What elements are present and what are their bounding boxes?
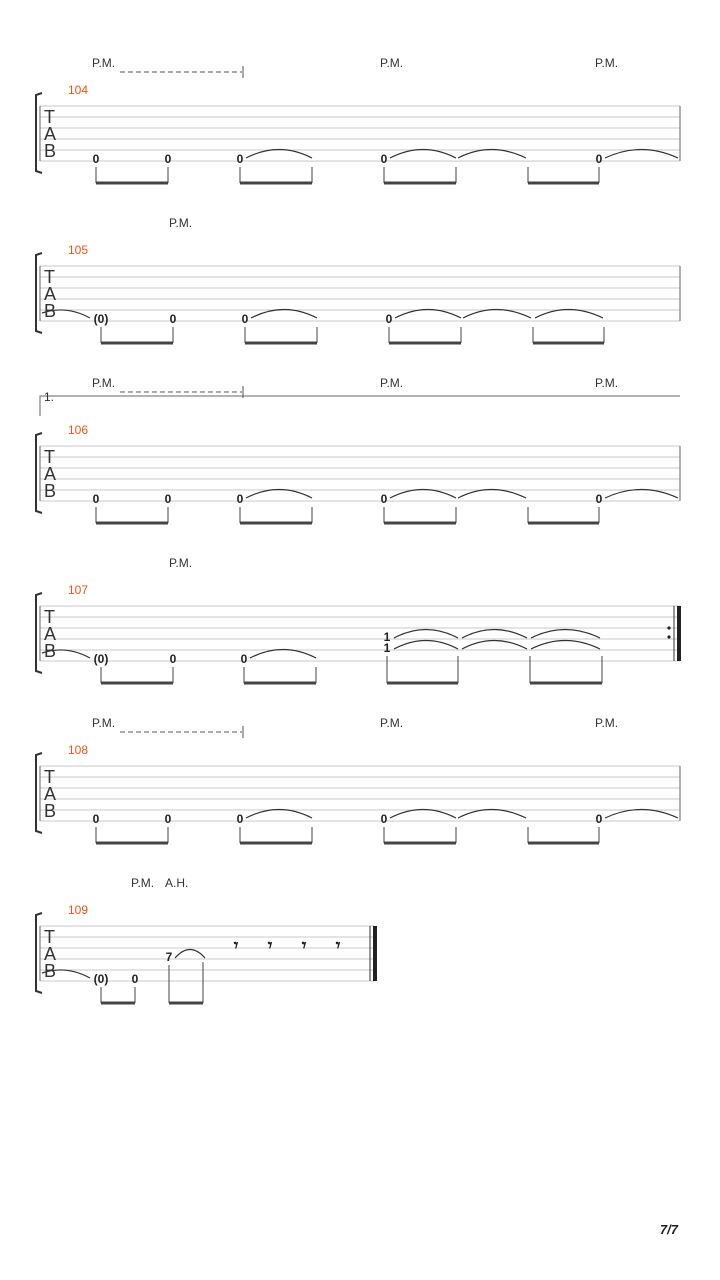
system-108 — [36, 716, 680, 843]
fret-number: 0 — [380, 152, 388, 166]
eighth-rest: 𝄾 — [301, 936, 307, 955]
fret-number: (0) — [93, 652, 109, 666]
tab-clef-a: A — [44, 464, 57, 484]
fret-number: 1 — [383, 630, 391, 644]
final-barline-thick — [373, 926, 377, 981]
fret-number: 0 — [236, 812, 244, 826]
fret-number: 0 — [164, 492, 172, 506]
tie-arcs — [246, 150, 678, 159]
system-106 — [36, 376, 680, 523]
fret-number: 0 — [595, 152, 603, 166]
fret-number: 0 — [240, 652, 248, 666]
fret-number: 0 — [92, 492, 100, 506]
repeat-dot — [667, 626, 670, 629]
palm-mute-annotation: P.M. — [595, 376, 619, 390]
palm-mute-annotation: P.M. — [380, 716, 404, 730]
tab-clef-a: A — [44, 624, 57, 644]
measure-number: 109 — [68, 903, 89, 917]
beams — [101, 962, 203, 1003]
staff-lines — [40, 606, 680, 661]
system-109 — [36, 876, 377, 1003]
repeat-barline-thick — [677, 606, 681, 661]
system-105 — [36, 216, 680, 343]
tab-clef-b: B — [44, 801, 57, 821]
eighth-rest: 𝄾 — [267, 936, 273, 955]
fret-number: 0 — [236, 152, 244, 166]
volta-bracket — [40, 396, 680, 416]
beams — [96, 827, 599, 843]
staff-lines — [40, 266, 680, 321]
tab-clef-b: B — [44, 141, 57, 161]
fret-number: 0 — [380, 812, 388, 826]
tab-clef-t: T — [44, 447, 55, 467]
tie-arcs — [42, 630, 600, 659]
tab-clef-b: B — [44, 641, 57, 661]
palm-mute-annotation: P.M. — [92, 376, 116, 390]
palm-mute-annotation: P.M. — [595, 56, 619, 70]
page-number: 7/7 — [659, 1222, 678, 1237]
fret-number: 7 — [165, 950, 173, 964]
system-107 — [36, 556, 681, 683]
eighth-rest: 𝄾 — [335, 936, 341, 955]
palm-mute-annotation: P.M. — [595, 716, 619, 730]
palm-mute-annotation: P.M. — [380, 376, 404, 390]
tab-clef-t: T — [44, 107, 55, 127]
tie-arcs — [42, 950, 205, 979]
fret-number: 0 — [595, 812, 603, 826]
measure-number: 106 — [68, 423, 89, 437]
tab-clef-b: B — [44, 481, 57, 501]
beams — [96, 507, 599, 523]
staff-lines — [40, 106, 680, 161]
tab-clef-t: T — [44, 767, 55, 787]
artificial-harmonic-annotation: A.H. — [165, 876, 189, 890]
volta-label: 1. — [44, 390, 55, 404]
fret-number: 0 — [131, 972, 139, 986]
staff-lines — [40, 446, 680, 501]
fret-number: 0 — [241, 312, 249, 326]
fret-number: 0 — [236, 492, 244, 506]
measure-number: 108 — [68, 743, 89, 757]
measure-number: 107 — [68, 583, 89, 597]
fret-number: (0) — [93, 312, 109, 326]
repeat-dot — [667, 635, 670, 638]
measure-number: 105 — [68, 243, 89, 257]
tab-clef-b: B — [44, 961, 57, 981]
fret-number: 0 — [92, 152, 100, 166]
tab-clef-a: A — [44, 784, 57, 804]
fret-number: 0 — [385, 312, 393, 326]
fret-number: 0 — [595, 492, 603, 506]
tab-clef-t: T — [44, 607, 55, 627]
fret-number: 0 — [380, 492, 388, 506]
palm-mute-annotation: P.M. — [131, 876, 155, 890]
palm-mute-annotation: P.M. — [92, 716, 116, 730]
eighth-rest: 𝄾 — [233, 936, 239, 955]
palm-mute-annotation: P.M. — [92, 56, 116, 70]
fret-number: 0 — [169, 312, 177, 326]
eighth-rests — [234, 936, 341, 955]
fret-number: 0 — [169, 652, 177, 666]
tab-clef-t: T — [44, 267, 55, 287]
fret-number: 1 — [383, 641, 391, 655]
staff-lines — [40, 766, 680, 821]
system-104 — [36, 56, 680, 183]
tie-arcs — [246, 490, 678, 499]
tab-clef-a: A — [44, 944, 57, 964]
tab-clef-b: B — [44, 301, 57, 321]
palm-mute-annotation: P.M. — [380, 56, 404, 70]
beams — [101, 327, 604, 343]
fret-number: (0) — [93, 972, 109, 986]
measure-number: 104 — [68, 83, 89, 97]
palm-mute-annotation: P.M. — [169, 556, 193, 570]
tie-arcs — [246, 810, 678, 819]
tab-clef-t: T — [44, 927, 55, 947]
fret-number: 0 — [164, 152, 172, 166]
tab-clef-a: A — [44, 284, 57, 304]
fret-number: 0 — [92, 812, 100, 826]
palm-mute-annotation: P.M. — [169, 216, 193, 230]
staff-lines — [40, 926, 374, 981]
fret-number: 0 — [164, 812, 172, 826]
tie-arcs — [42, 310, 603, 319]
tab-clef-a: A — [44, 124, 57, 144]
beams — [96, 167, 599, 183]
